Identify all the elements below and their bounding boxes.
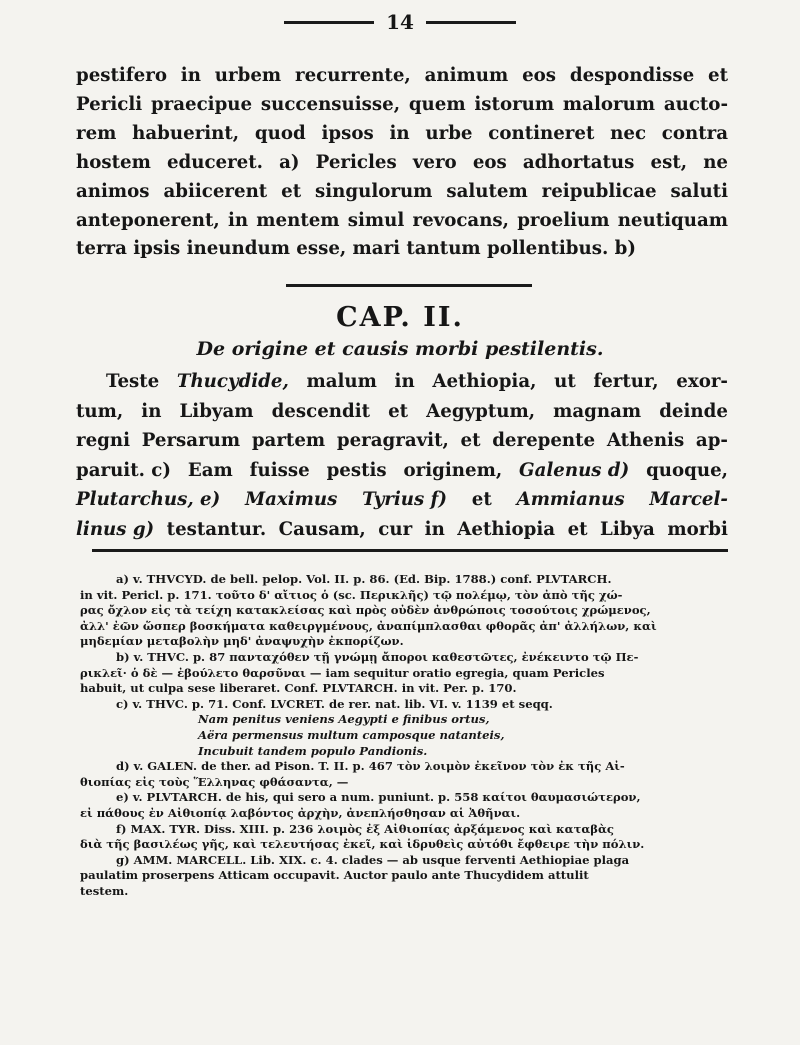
text-line: animos abiicerent et singulorum salutem reipublicae saluti: [76, 180, 728, 202]
word: malum: [306, 371, 377, 392]
footnote-line: habuit, ut culpa sese liberaret. Conf. PLVTARCH. in vit. Per. p. 170.: [80, 681, 517, 696]
text-line: anteponerent, in mentem simul revocans, proelium neutiquam: [76, 209, 728, 231]
word: in: [141, 400, 162, 422]
word: et: [567, 518, 588, 540]
text-line: Pericli praecipue succensuisse, quem istorum malorum aucto-: [76, 93, 728, 115]
footnote-line: ρικλεῖ· ὁ δὲ — ἐβούλετο θαρσῦναι — iam sequitur oratio egregia, quam Pericles: [80, 665, 605, 680]
word: originem,: [403, 459, 503, 481]
text-line: [76, 367, 728, 397]
footnote-line: e) v. PLVTARCH. de his, qui sero a num. puniunt. p. 558 καίτοι θαυμασιώτερον,: [116, 790, 641, 805]
word: Causam,: [278, 518, 366, 540]
text-line: [76, 397, 728, 427]
footnote-line: in vit. Pericl. p. 171. τοῦτο δ' αἴτιος ὁ (sc. Περικλῆς) τῷ πολέμῳ, τὸν ἀπὸ τῆς χώ-: [80, 587, 623, 602]
footnote-divider: [92, 549, 728, 552]
word: in: [394, 371, 415, 392]
word: et: [471, 489, 492, 510]
chapter-divider: [286, 284, 532, 287]
word: Maximus: [244, 489, 338, 510]
word: fuisse: [249, 459, 310, 481]
text-line: pestifero in urbem recurrente, animum eos despondisse et: [76, 65, 728, 86]
footnote-line: Aëra permensus multum camposque natanteis,: [198, 727, 505, 742]
text-line: [76, 426, 728, 456]
page-header: [0, 8, 800, 36]
word: regni: [76, 430, 131, 451]
word: exor-: [676, 371, 728, 392]
footnote-line: μηδεμίαν μεταβολὴν μηδ' ἀναψυχὴν ἐκπορίζων.: [80, 634, 404, 649]
footnote-line: c) v. THVC. p. 71. Conf. LVCRET. de rer. nat. lib. VI. v. 1139 et seqq.: [116, 696, 553, 711]
word: Tyrius f): [362, 489, 447, 510]
header-rule-right: [426, 21, 516, 24]
word: pestis: [326, 459, 387, 481]
footnote-line: εἰ πάθους ἐν Αἰθιοπίᾳ λαβόντος ἀρχὴν, ἀνεπλήσθησαν αἱ Ἀθῆναι.: [80, 805, 521, 820]
footnote-line: testem.: [80, 883, 129, 898]
word: cur: [378, 518, 413, 540]
text-line: rem habuerint, quod ipsos in urbe contineret nec contra: [76, 122, 728, 144]
word: et: [388, 400, 409, 422]
text-line: [76, 456, 728, 486]
word: fertur,: [593, 371, 659, 392]
paragraph-continued: [76, 62, 728, 264]
word: tum,: [76, 400, 124, 422]
word: morbi: [667, 518, 728, 540]
footnote-line: d) v. GALEN. de ther. ad Pison. T. II. p. 467 τὸν λοιμὸν ἐκεῖνον τὸν ἐκ τῆς Αἰ-: [116, 759, 625, 774]
word: et: [460, 430, 481, 451]
word: peragravit,: [336, 430, 449, 451]
word: Ammianus: [516, 489, 625, 510]
word: deinde: [659, 400, 728, 422]
page-number: 14: [386, 10, 414, 34]
text-line: terra ipsis ineundum esse, mari tantum pollentibus. b): [76, 238, 636, 260]
text-line: [76, 515, 728, 545]
word: Eam: [187, 459, 233, 481]
chapter-paragraph: [76, 367, 728, 544]
footnote-line: Nam penitus veniens Aegypti e finibus ortus,: [198, 712, 490, 727]
word: magnam: [553, 400, 642, 422]
footnote-line: ἀλλ' ἐῶν ὥσπερ βοσκήματα καθειργμένους, ἀναπίμπλασθαι φθορᾶς ἀπ' ἀλλήλων, καὶ: [80, 618, 657, 633]
word: linus g): [76, 518, 155, 540]
footnote-line: f) MAX. TYR. Diss. XIII. p. 236 λοιμὸς ἐξ Αἰθιοπίας ἀρξάμενος καὶ καταβὰς: [116, 821, 614, 836]
word: Aethiopia,: [432, 371, 537, 392]
footnote-line: b) v. THVC. p. 87 πανταχόθεν τῇ γνώμῃ ἄποροι καθεστῶτες, ἐνέκειντο τῷ Πε-: [116, 649, 639, 664]
word: Plutarchus, e): [76, 489, 221, 510]
word: Teste: [106, 371, 160, 392]
footnote-line: g) AMM. MARCELL. Lib. XIX. c. 4. clades — ab usque ferventi Aethiopiae plaga: [116, 852, 630, 867]
footnote-line: διὰ τῆς βασιλέως γῆς, καὶ τελευτήσας ἐκεῖ, καὶ ἱδρυθεὶς αὐτόθι ἔφθειρε τὴν πόλιν.: [80, 837, 645, 852]
word: partem: [251, 430, 326, 451]
footnotes: [80, 572, 732, 899]
text-line: [76, 485, 728, 515]
word: descendit: [271, 400, 371, 422]
word: testantur.: [166, 518, 267, 540]
chapter-heading: CAP. II.: [336, 302, 464, 333]
footnote-line: ρας ὄχλον εἰς τὰ τείχη κατακλείσας καὶ πρὸς οὐδὲν ἀνθρώποις τοσούτοις χρώμενος,: [80, 603, 651, 618]
word: Thucydide,: [176, 371, 289, 392]
word: paruit. c): [76, 459, 171, 481]
footnote-line: Incubuit tandem populo Pandionis.: [198, 743, 428, 758]
header-rule-left: [284, 21, 374, 24]
text-line: hostem educeret. a) Pericles vero eos adhortatus est, ne: [76, 151, 728, 173]
footnote-line: θιοπίας εἰς τοὺς Ἕλληνας φθάσαντα, —: [80, 774, 349, 789]
word: ap-: [695, 430, 728, 451]
word: Libyam: [179, 400, 254, 422]
word: Galenus d): [519, 459, 630, 481]
word: in: [424, 518, 445, 540]
footnote-line: a) v. THVCYD. de bell. pelop. Vol. II. p. 86. (Ed. Bip. 1788.) conf. PLVTARCH.: [116, 572, 612, 586]
word: Aethiopia: [457, 518, 556, 540]
word: Persarum: [141, 430, 241, 451]
word: Athenis: [606, 430, 685, 451]
word: Libya: [600, 518, 655, 540]
chapter-subtitle: De origine et causis morbi pestilentis.: [196, 338, 604, 360]
word: quoque,: [646, 459, 728, 481]
word: Aegyptum,: [426, 400, 536, 422]
word: ut: [554, 371, 576, 392]
word: derepente: [492, 430, 596, 451]
footnote-line: paulatim proserpens Atticam occupavit. Auctor paulo ante Thucydidem attulit: [80, 868, 589, 883]
word: Marcel-: [649, 489, 728, 510]
